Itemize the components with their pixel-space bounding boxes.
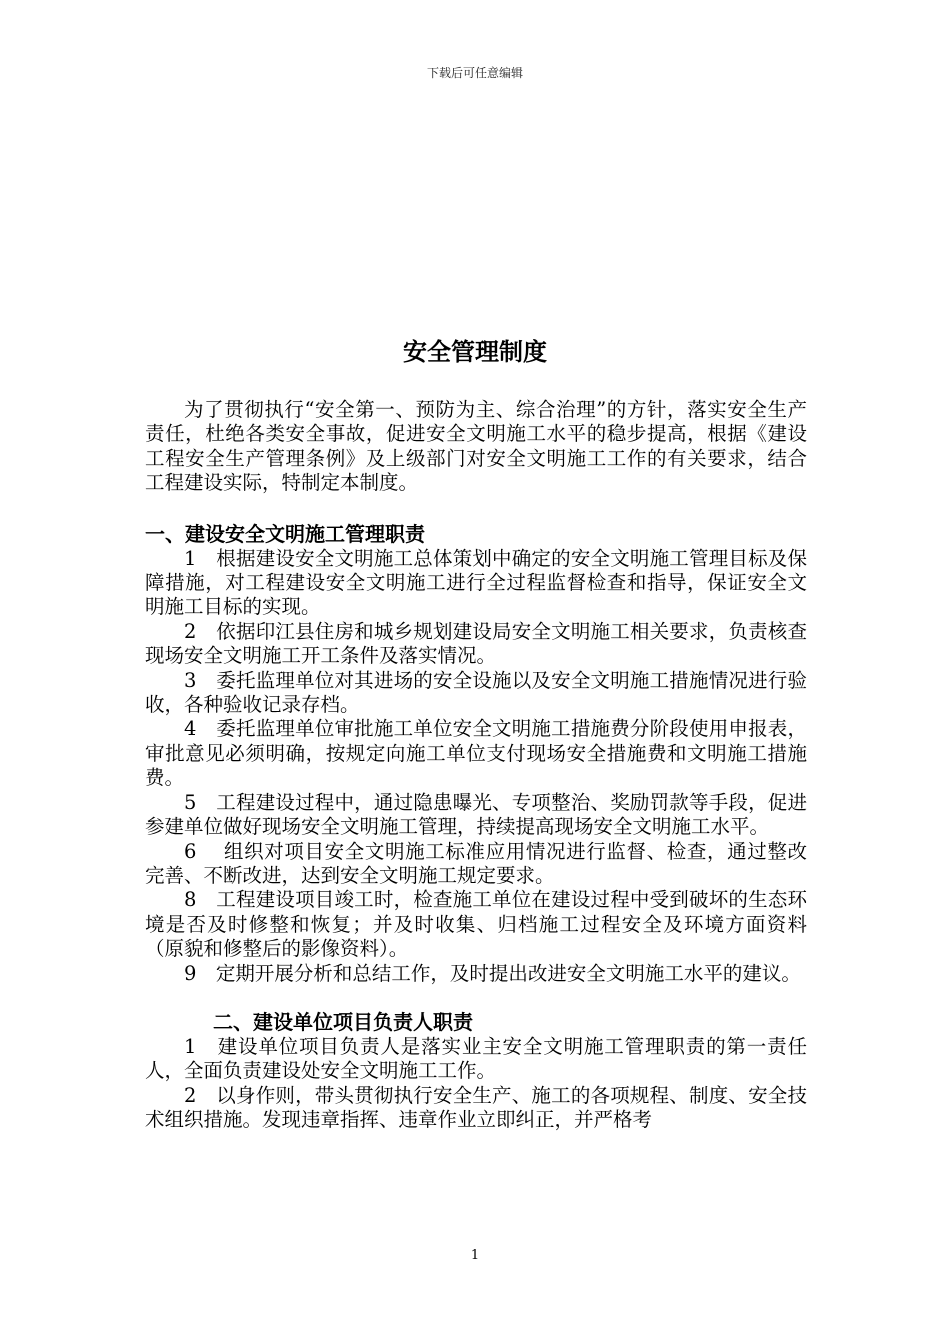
section-1-item: 4 委托监理单位审批施工单位安全文明施工措施费分阶段使用申报表，审批意见必须明确，按规定向施工单位支付现场安全措施费和文明施工措施费。: [145, 717, 807, 790]
document-title: 安全管理制度: [403, 338, 547, 366]
section-2-item: 1 建设单位项目负责人是落实业主安全文明施工管理职责的第一责任人，全面负责建设处安全文明施工工作。: [145, 1034, 807, 1083]
section-1-item: 8 工程建设项目竣工时，检查施工单位在建设过程中受到破坏的生态环境是否及时修整和恢复；并及时收集、归档施工过程安全及环境方面资料（原貌和修整后的影像资料）。: [145, 888, 807, 961]
section-1-item: 2 依据印江县住房和城乡规划建设局安全文明施工相关要求，负责核查现场安全文明施工开工条件及落实情况。: [145, 619, 807, 668]
intro-paragraph: 为了贯彻执行“安全第一、预防为主、综合治理”的方针，落实安全生产责任，杜绝各类安全事故，促进安全文明施工水平的稳步提高，根据《建设工程安全生产管理条例》及上级部门对安全文明施工工作的有关要求，结合工程建设实际，特制定本制度。: [145, 398, 807, 495]
page-number: 1: [470, 1248, 480, 1263]
page-header: 下载后可任意编辑: [426, 66, 523, 80]
section-1-item: 3 委托监理单位对其进场的安全设施以及安全文明施工措施情况进行验收，各种验收记录存档。: [145, 668, 807, 717]
section-2-item: 2 以身作则，带头贯彻执行安全生产、施工的各项规程、制度、安全技术组织措施。发现违章指挥、违章作业立即纠正，并严格考: [145, 1083, 807, 1132]
section-2-heading: 二、建设单位项目负责人职责: [213, 1009, 473, 1034]
document-body: [145, 398, 807, 1133]
section-1-item: 5 工程建设过程中，通过隐患曝光、专项整治、奖励罚款等手段，促进参建单位做好现场安全文明施工管理，持续提高现场安全文明施工水平。: [145, 790, 807, 839]
section-1-item: 1 根据建设安全文明施工总体策划中确定的安全文明施工管理目标及保障措施，对工程建设安全文明施工进行全过程监督检查和指导，保证安全文明施工目标的实现。: [145, 546, 807, 619]
section-1-item: 6 组织对项目安全文明施工标准应用情况进行监督、检查，通过整改完善、不断改进，达到安全文明施工规定要求。: [145, 839, 807, 887]
section-1-item: 9 定期开展分析和总结工作，及时提出改进安全文明施工水平的建议。: [184, 961, 801, 985]
section-1-heading: 一、建设安全文明施工管理职责: [145, 521, 425, 546]
